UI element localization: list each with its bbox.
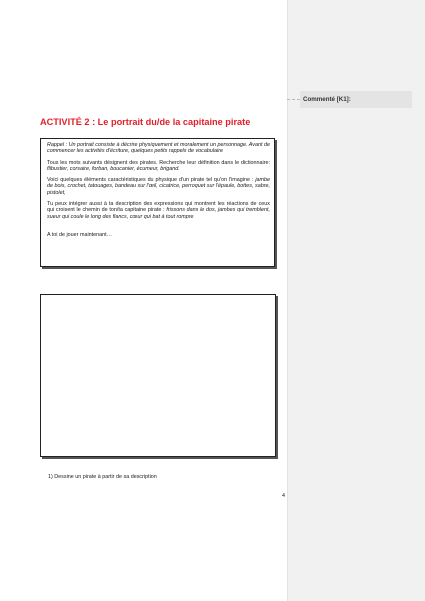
drawing-box[interactable] [40, 294, 276, 457]
expressions-paragraph [47, 201, 270, 220]
expressions-intro: Tu peux intégrer aussi à ta description des expressions qui montrent les réactions de ceux qui croisent le chemin de ton/ta capitaine pirate : [47, 201, 270, 214]
elements-intro: Voici quelques éléments caractéristiques du physique d'un pirate tel qu'on l'imagine : [47, 177, 256, 184]
mots-list: flibustier, corsaire, forban, boucanier, écumeur, brigand. [47, 165, 180, 172]
a-toi-text: A toi de jouer maintenant… [47, 231, 113, 238]
elements-paragraph [47, 177, 270, 196]
rappel-text: Rappel : Un portrait consiste à décrire physiquement et moralement un personnage. Avant de commencer les activités d'écriture, quelques petits rappels de vocabulaire [47, 142, 270, 155]
comment-leader-line [287, 99, 300, 100]
mots-paragraph [47, 160, 270, 173]
elements-list: jambe de bois, crochet, tatouages, bandeau sur l'œil, cicatrice, perroquet sur l'épaule, bottes, sabre, pistolet, [47, 177, 270, 196]
mots-intro: Tous les mots suivants désignent des pirates. Recherche leur définition dans le dictionnaire: [47, 159, 270, 166]
instructions-box [40, 138, 275, 267]
activity-title: ACTIVITÉ 2 : Le portrait du/de la capitaine pirate [40, 117, 251, 127]
comment-label[interactable]: Commenté [K1]: [300, 91, 412, 108]
expressions-list: frissons dans le dos, jambes qui tremblent, sueur qui coule le long des flancs, cœur qui bat à tout rompre [47, 207, 270, 220]
page-number: 4 [282, 493, 285, 499]
drawing-instruction: 1) Dessine un pirate à partir de sa description [48, 474, 157, 480]
